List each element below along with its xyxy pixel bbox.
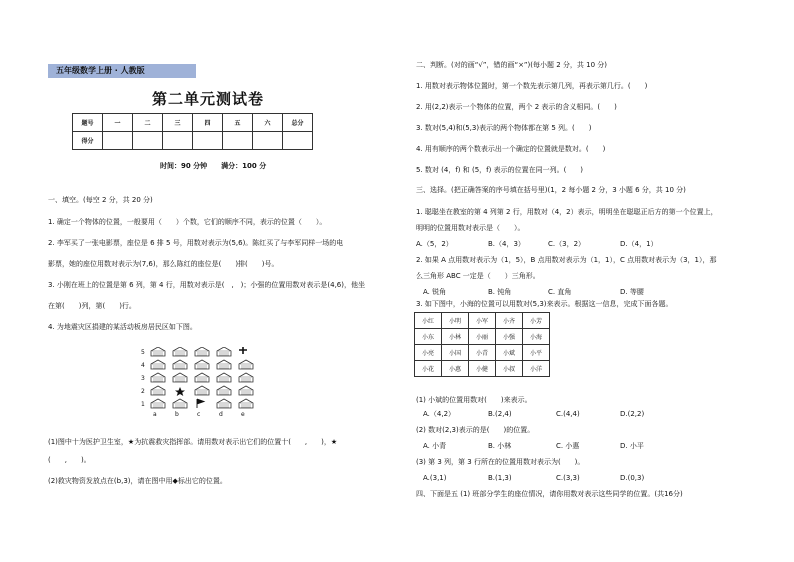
seat-cell: 小花 xyxy=(415,361,442,377)
s3-q2b: 么三角形 ABC 一定是（ ）三角形。 xyxy=(416,272,540,280)
seat-row xyxy=(415,345,550,361)
s2-item: 4. 用有顺序的两个数表示出一个确定的位置就是数对。( ) xyxy=(416,145,606,153)
section1-heading: 一、填空。(每空 2 分，共 20 分) xyxy=(48,196,153,204)
score-header: 题号 xyxy=(73,114,103,132)
exam-info: 时间：90 分钟 满分：100 分 xyxy=(160,162,267,170)
s3-q3: 3. 如下图中，小海的位置可以用数对(5,3)来表示。根据这一信息，完成下面各题。 xyxy=(416,300,673,308)
s3-q2-opt: C. 直角 xyxy=(548,288,572,296)
score-table xyxy=(72,113,313,150)
s3-sub1: (1) 小斌的位置用数对( )来表示。 xyxy=(416,396,532,404)
grid-col-label: e xyxy=(241,411,245,418)
score-header: 三 xyxy=(163,114,193,132)
s1-q3b: 在第( )列，第( )行。 xyxy=(48,302,136,310)
s1-q4: 4. 为地震灾区捐建的某活动板房居民区如下图。 xyxy=(48,323,197,331)
s3-q1-opt: C.（3，2） xyxy=(548,240,586,248)
seat-cell: 小东 xyxy=(415,329,442,345)
seat-cell: 小洋 xyxy=(523,361,550,377)
s3-sub1-opt: D.(2,2) xyxy=(620,410,645,418)
seat-cell: 小斌 xyxy=(496,345,523,361)
s1-sub1b: ( , )。 xyxy=(48,456,91,464)
s1-sub2: (2)救灾物资发放点在(b,3)，请在图中用◆标出它的位置。 xyxy=(48,477,227,485)
score-header: 一 xyxy=(103,114,133,132)
s3-sub1-opt: C.(4,4) xyxy=(556,410,580,418)
seat-cell: 小明 xyxy=(442,313,469,329)
score-cell xyxy=(223,132,253,150)
seat-row xyxy=(415,329,550,345)
section4-heading: 四、下面是五 (1) 班部分学生的座位情况，请你用数对表示这些同学的位置。(共16分) xyxy=(416,490,683,498)
score-header: 总分 xyxy=(283,114,313,132)
s3-q1b: 明明的位置用数对表示是（ ）。 xyxy=(416,224,525,232)
seat-cell: 小丽 xyxy=(469,329,496,345)
s1-q2b: 影票，她的座位用数对表示为(7,6)，那么陈红的座位是( )排( )号。 xyxy=(48,260,279,268)
s3-sub3-opt: C.(3,3) xyxy=(556,474,580,482)
s1-q3a: 3. 小刚在班上的位置是第 6 列，第 4 行，用数对表示是( , )；小强的位置用数对表示是(4,6)，他坐 xyxy=(48,281,365,289)
grid-col-label: b xyxy=(175,411,179,418)
seat-cell: 小强 xyxy=(496,329,523,345)
grid-col-label: c xyxy=(197,411,201,418)
medical-cross-icon xyxy=(239,347,247,354)
seat-cell: 小叔 xyxy=(496,361,523,377)
s3-sub2: (2) 数对(2,3)表示的是( )的位置。 xyxy=(416,426,535,434)
grid-col-label: a xyxy=(153,411,157,418)
s2-item: 1. 用数对表示物体位置时，第一个数先表示第几列，再表示第几行。( ) xyxy=(416,82,648,90)
score-header: 五 xyxy=(223,114,253,132)
s3-sub2-opt: D. 小平 xyxy=(620,442,644,450)
page-title: 第二单元测试卷 xyxy=(152,90,265,108)
score-header: 二 xyxy=(133,114,163,132)
grid-col-label: d xyxy=(219,411,223,418)
score-header-row xyxy=(73,114,313,132)
s3-q1-opt: B.（4，3） xyxy=(488,240,525,248)
section3-heading: 三、选择。(把正确答案的序号填在括号里)(1，2 每小题 2 分，3 小题 6 分，共 10 分) xyxy=(416,186,686,194)
seat-cell: 小军 xyxy=(469,313,496,329)
s3-sub3: (3) 第 3 列，第 3 行所在的位置用数对表示为( )。 xyxy=(416,458,585,466)
seat-cell: 小红 xyxy=(415,313,442,329)
s3-sub2-opt: B. 小林 xyxy=(488,442,512,450)
s2-item: 3. 数对(5,4)和(5,3)表示的两个物体都在第 5 列。( ) xyxy=(416,124,592,132)
seat-cell: 小平 xyxy=(523,345,550,361)
s3-sub1-opt: B.(2,4) xyxy=(488,410,512,418)
s1-q1: 1. 确定一个物体的位置，一般要用（ ）个数，它们的顺序不同，表示的位置（ ）。 xyxy=(48,218,327,226)
s3-sub3-opt: A.(3,1) xyxy=(423,474,447,482)
seat-cell: 小国 xyxy=(442,345,469,361)
house-icons xyxy=(149,347,269,413)
score-value-row xyxy=(73,132,313,150)
score-cell xyxy=(163,132,193,150)
s2-item: 2. 用(2,2)表示一个物体的位置，两个 2 表示的含义相同。( ) xyxy=(416,103,617,111)
score-cell xyxy=(103,132,133,150)
s3-q1-opt: A.（5，2） xyxy=(416,240,453,248)
s3-q1-opt: D.（4，1） xyxy=(620,240,658,248)
seat-row xyxy=(415,361,550,377)
housing-grid xyxy=(141,347,251,417)
s3-q2-opt: A. 锐角 xyxy=(423,288,447,296)
s3-sub2-opt: A. 小青 xyxy=(423,442,447,450)
s3-q1a: 1. 聪聪坐在教室的第 4 列第 2 行，用数对（4，2）表示，明明坐在聪聪正后方的第一个位置上， xyxy=(416,208,718,216)
score-header: 六 xyxy=(253,114,283,132)
s3-sub3-opt: D.(0,3) xyxy=(620,474,645,482)
s3-q2-opt: B. 钝角 xyxy=(488,288,512,296)
seat-row xyxy=(415,313,550,329)
grid-row-label: 1 xyxy=(141,401,145,408)
s1-q2a: 2. 李军买了一张电影票，座位是 6 排 5 号，用数对表示为(5,6)。陈红买了与李军同样一场的电 xyxy=(48,239,344,247)
seat-cell: 小林 xyxy=(442,329,469,345)
s3-sub2-opt: C. 小惠 xyxy=(556,442,580,450)
score-cell xyxy=(253,132,283,150)
seating-table xyxy=(414,312,550,377)
seat-cell: 小齐 xyxy=(496,313,523,329)
score-cell xyxy=(283,132,313,150)
s3-sub1-opt: A.（4,2） xyxy=(423,410,456,418)
score-cell xyxy=(193,132,223,150)
seat-cell: 小芳 xyxy=(523,313,550,329)
score-header: 四 xyxy=(193,114,223,132)
grid-row-label: 3 xyxy=(141,375,145,382)
flag-icon xyxy=(197,399,204,408)
score-row-label: 得分 xyxy=(73,132,103,150)
section2-heading: 二、判断。(对的画“√”，错的画“×”)(每小题 2 分，共 10 分) xyxy=(416,61,608,69)
seat-cell: 小青 xyxy=(469,345,496,361)
seat-cell: 小健 xyxy=(469,361,496,377)
score-cell xyxy=(133,132,163,150)
s1-sub1a: (1)图中十为医护卫生室，★为抗震救灾指挥部。请用数对表示出它们的位置十( , )，★ xyxy=(48,438,338,446)
s3-q2a: 2. 如果 A 点用数对表示为（1，5），B 点用数对表示为（1，1），C 点用数对表示为（3，1），那 xyxy=(416,256,717,264)
s3-sub3-opt: B.(1,3) xyxy=(488,474,512,482)
grid-row-label: 5 xyxy=(141,349,145,356)
s3-q2-opt: D. 等腰 xyxy=(620,288,644,296)
seat-cell: 小惠 xyxy=(442,361,469,377)
s2-item: 5. 数对 (4，f) 和 (5，f) 表示的位置在同一列。( ) xyxy=(416,166,584,174)
seat-cell: 小亮 xyxy=(415,345,442,361)
grid-row-label: 4 xyxy=(141,362,145,369)
seat-cell: 小海 xyxy=(523,329,550,345)
star-icon xyxy=(175,387,185,396)
grid-row-label: 2 xyxy=(141,388,145,395)
grade-banner: 五年级数学上册 · 人教版 xyxy=(48,64,196,78)
